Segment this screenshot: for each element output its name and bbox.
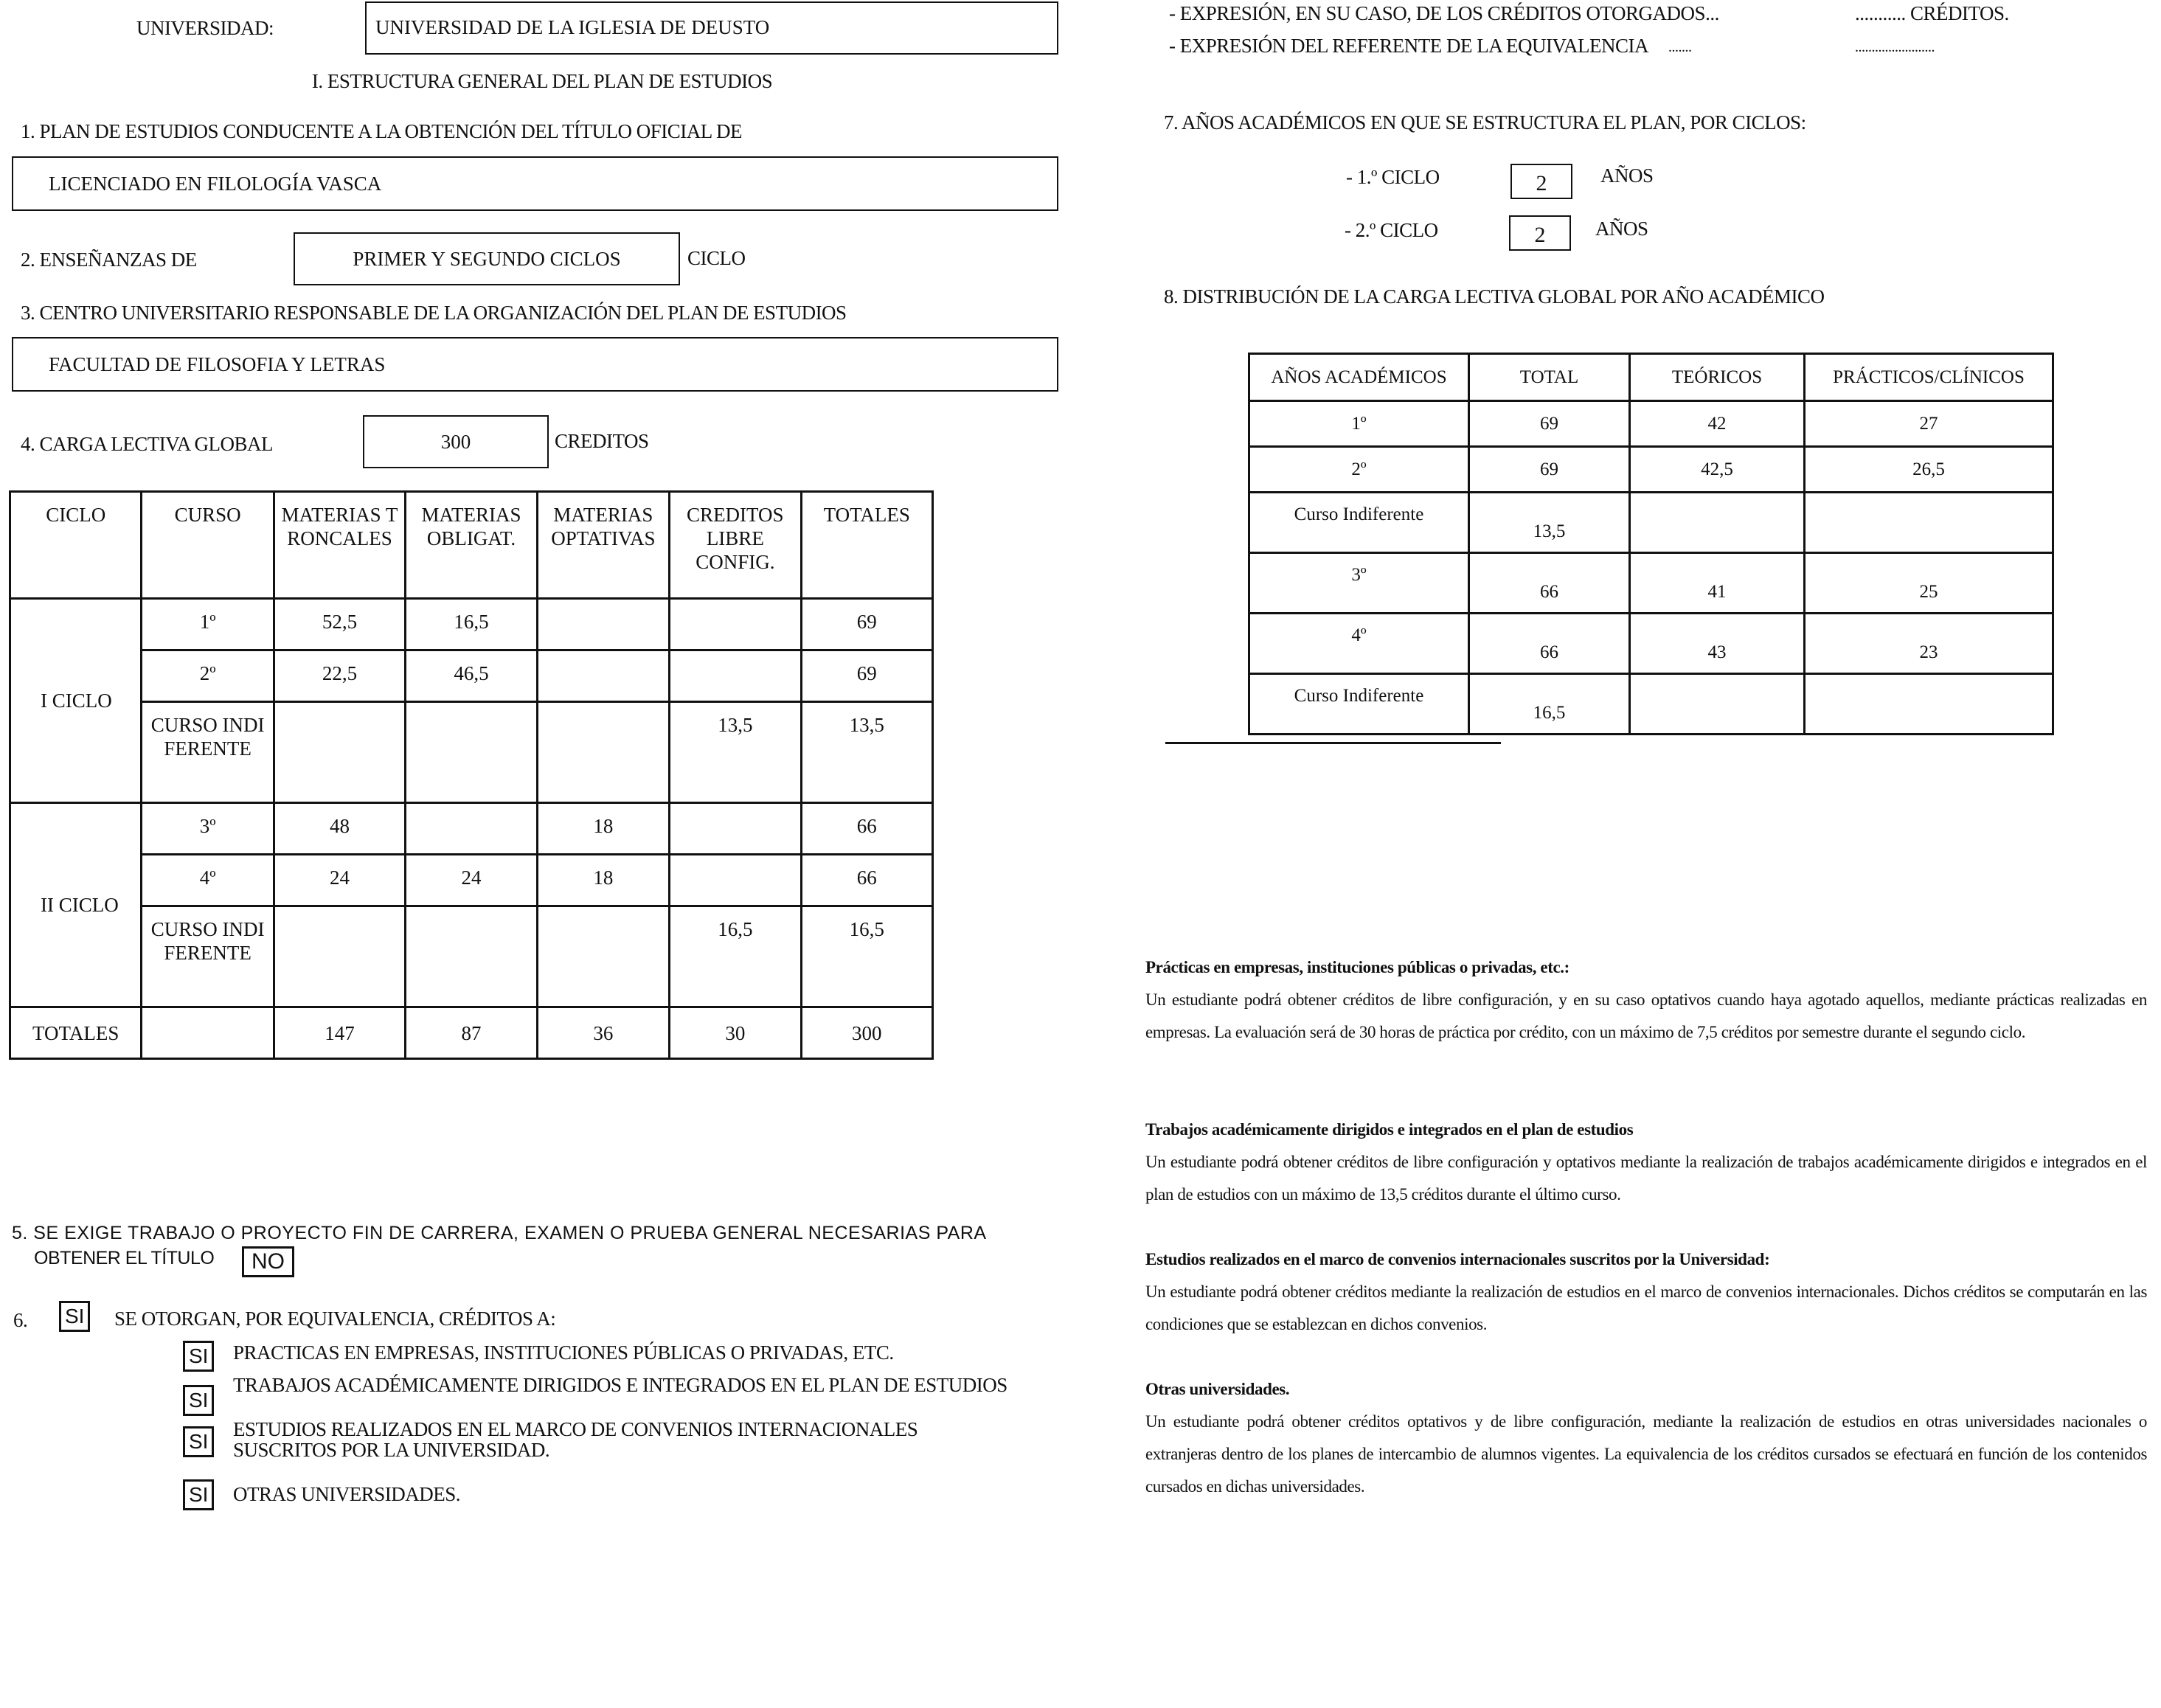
table-cell: 16,5 bbox=[406, 599, 537, 650]
table-cell bbox=[406, 702, 537, 803]
item3-label: 3. CENTRO UNIVERSITARIO RESPONSABLE DE LA ORGANIZACIÓN DEL PLAN DE ESTUDIOS bbox=[21, 302, 847, 324]
table-cell: 25 bbox=[1805, 553, 2053, 614]
table-cell: 46,5 bbox=[406, 650, 537, 702]
table-cell: 66 bbox=[801, 855, 932, 906]
equivalence-dots-2: ........................ bbox=[1855, 39, 1935, 55]
item5-line2: OBTENER EL TÍTULO bbox=[34, 1248, 215, 1268]
option-label: OTRAS UNIVERSIDADES. bbox=[233, 1483, 461, 1505]
table-cell: 69 bbox=[801, 650, 932, 702]
header-obligat: MATERIAS OBLIGAT. bbox=[406, 492, 537, 599]
table-cell: 2º bbox=[142, 650, 274, 702]
item2-label: 2. ENSEÑANZAS DE bbox=[21, 249, 197, 271]
table-cell bbox=[1630, 493, 1805, 553]
paragraph-trabajos bbox=[1145, 1114, 2147, 1211]
table-row bbox=[10, 906, 933, 1007]
paragraph-practicas bbox=[1145, 951, 2147, 1049]
item4-suffix: CREDITOS bbox=[555, 430, 649, 452]
table-cell: 22,5 bbox=[274, 650, 405, 702]
university-field bbox=[365, 1, 1058, 55]
item8-label: 8. DISTRIBUCIÓN DE LA CARGA LECTIVA GLOBAL POR AÑO ACADÉMICO bbox=[1164, 285, 1825, 308]
table-cell bbox=[670, 803, 801, 855]
option-si-box: SI bbox=[183, 1385, 214, 1416]
table-cell: 4º bbox=[142, 855, 274, 906]
paragraph-body: Un estudiante podrá obtener créditos mediante la realización de estudios en el marco de convenios internacionales. Dichos créditos se computarán en las condiciones que se establezcan en dichos convenios. bbox=[1145, 1282, 2147, 1333]
table-row bbox=[10, 650, 933, 702]
header-optativas: MATERIAS OPTATIVAS bbox=[537, 492, 669, 599]
table-cell bbox=[406, 906, 537, 1007]
table-cell: 30 bbox=[670, 1007, 801, 1059]
table-cell: 43 bbox=[1630, 614, 1805, 674]
table-cell bbox=[537, 906, 669, 1007]
table-row bbox=[10, 702, 933, 803]
option-label-2: SUSCRITOS POR LA UNIVERSIDAD. bbox=[233, 1439, 550, 1461]
table-cell bbox=[537, 702, 669, 803]
table-cell: 2º bbox=[1249, 447, 1469, 493]
header-troncales: MATERIAS TRONCALES bbox=[274, 492, 405, 599]
table-cell: 13,5 bbox=[801, 702, 932, 803]
item6-option-2 bbox=[183, 1385, 214, 1416]
table-cell: 1º bbox=[1249, 401, 1469, 447]
table-cell bbox=[537, 599, 669, 650]
table-row bbox=[10, 855, 933, 906]
section-title: I. ESTRUCTURA GENERAL DEL PLAN DE ESTUDIOS bbox=[311, 70, 773, 92]
table-cell: 16,5 bbox=[670, 906, 801, 1007]
table-cell: 69 bbox=[801, 599, 932, 650]
table-cell: Curso Indiferente bbox=[1249, 493, 1469, 553]
item6-answer bbox=[59, 1301, 90, 1332]
cycle2-years: 2 bbox=[1534, 223, 1546, 247]
table-cell: 66 bbox=[1469, 553, 1630, 614]
table-cell bbox=[142, 1007, 274, 1059]
table-cell: 147 bbox=[274, 1007, 405, 1059]
table-row bbox=[10, 803, 933, 855]
item6-value: SI bbox=[59, 1301, 90, 1332]
item4-value: 300 bbox=[440, 431, 471, 453]
header-curso: CURSO bbox=[142, 492, 274, 599]
totals-row bbox=[10, 1007, 933, 1059]
table-cell bbox=[1805, 674, 2053, 735]
paragraph-title: Estudios realizados en el marco de convenios internacionales suscritos por la Universidad: bbox=[1145, 1250, 1770, 1268]
item6-label: SE OTORGAN, POR EQUIVALENCIA, CRÉDITOS A: bbox=[114, 1308, 556, 1330]
item5-line1: 5. SE EXIGE TRABAJO O PROYECTO FIN DE CARRERA, EXAMEN O PRUEBA GENERAL NECESARIAS PARA bbox=[12, 1223, 987, 1243]
divider-line bbox=[1165, 742, 1501, 744]
option-label: PRACTICAS EN EMPRESAS, INSTITUCIONES PÚBLICAS O PRIVADAS, ETC. bbox=[233, 1341, 894, 1364]
header-totales: TOTALES bbox=[801, 492, 932, 599]
table-row bbox=[1249, 553, 2053, 614]
option-label: TRABAJOS ACADÉMICAMENTE DIRIGIDOS E INTEGRADOS EN EL PLAN DE ESTUDIOS bbox=[233, 1374, 1007, 1396]
table-cell: CURSO INDIFERENTE bbox=[142, 702, 274, 803]
header-total: TOTAL bbox=[1469, 354, 1630, 401]
paragraph-body: Un estudiante podrá obtener créditos de libre configuración, y en su caso optativos cuando haya agotado aquellos, mediante prácticas realizadas en empresas. La evaluación será de 30 horas de práctica por crédito, con un máximo de 7,5 créditos por semestre durante el segundo ciclo. bbox=[1145, 990, 2147, 1041]
header-practical: PRÁCTICOS/CLÍNICOS bbox=[1805, 354, 2053, 401]
item6-num: 6. bbox=[13, 1309, 28, 1331]
table-cell: 26,5 bbox=[1805, 447, 2053, 493]
cycle-label: II CICLO bbox=[10, 803, 142, 1007]
table-cell: 69 bbox=[1469, 447, 1630, 493]
table-cell bbox=[670, 599, 801, 650]
annual-load-table bbox=[1248, 353, 2054, 735]
credits-header-row bbox=[10, 492, 933, 599]
university-value: UNIVERSIDAD DE LA IGLESIA DE DEUSTO bbox=[375, 16, 770, 38]
table-cell bbox=[274, 906, 405, 1007]
item2-suffix: CICLO bbox=[687, 247, 746, 269]
table-cell: 4º bbox=[1249, 614, 1469, 674]
table-cell bbox=[274, 702, 405, 803]
table-cell: 66 bbox=[801, 803, 932, 855]
table-cell: CURSO INDIFERENTE bbox=[142, 906, 274, 1007]
cycle1-unit: AÑOS bbox=[1600, 164, 1654, 187]
table-row bbox=[10, 599, 933, 650]
table-cell: 24 bbox=[406, 855, 537, 906]
header-ciclo: CICLO bbox=[10, 492, 142, 599]
header-libre-config: CREDITOS LIBRE CONFIG. bbox=[670, 492, 801, 599]
option-si-box: SI bbox=[183, 1341, 214, 1372]
table-row bbox=[1249, 493, 2053, 553]
item2-value: PRIMER Y SEGUNDO CICLOS bbox=[353, 248, 621, 270]
cycle2-years-box bbox=[1509, 215, 1571, 251]
paragraph-otras-universidades bbox=[1145, 1373, 2147, 1503]
table-cell: 36 bbox=[537, 1007, 669, 1059]
table-cell: 1º bbox=[142, 599, 274, 650]
paragraph-title: Prácticas en empresas, instituciones públicas o privadas, etc.: bbox=[1145, 958, 1569, 976]
table-cell: 48 bbox=[274, 803, 405, 855]
cycle-label: I CICLO bbox=[10, 599, 142, 803]
item3-value: FACULTAD DE FILOSOFIA Y LETRAS bbox=[49, 353, 386, 375]
item1-field bbox=[12, 156, 1058, 211]
option-label: ESTUDIOS REALIZADOS EN EL MARCO DE CONVENIOS INTERNACIONALES bbox=[233, 1418, 918, 1440]
table-cell: 69 bbox=[1469, 401, 1630, 447]
cycle1-years-box bbox=[1510, 164, 1572, 199]
table-row bbox=[1249, 447, 2053, 493]
table-cell: 27 bbox=[1805, 401, 2053, 447]
header-theoretical: TEÓRICOS bbox=[1630, 354, 1805, 401]
equivalence-dots: ....... bbox=[1668, 39, 1692, 55]
table-cell: 87 bbox=[406, 1007, 537, 1059]
cycle1-label: - 1.º CICLO bbox=[1346, 166, 1440, 188]
paragraph-convenios bbox=[1145, 1243, 2147, 1341]
table-cell: 52,5 bbox=[274, 599, 405, 650]
table-cell: 3º bbox=[142, 803, 274, 855]
table-cell: 41 bbox=[1630, 553, 1805, 614]
table-cell bbox=[670, 855, 801, 906]
credits-granted-suffix: ........... CRÉDITOS. bbox=[1855, 2, 2009, 24]
annual-header-row bbox=[1249, 354, 2053, 401]
table-cell: 42 bbox=[1630, 401, 1805, 447]
table-cell: 16,5 bbox=[801, 906, 932, 1007]
item6-option-4 bbox=[183, 1479, 214, 1510]
paragraph-title: Trabajos académicamente dirigidos e integrados en el plan de estudios bbox=[1145, 1120, 1634, 1139]
table-cell bbox=[670, 650, 801, 702]
table-cell: 300 bbox=[801, 1007, 932, 1059]
option-si-box: SI bbox=[183, 1426, 214, 1457]
table-cell: 42,5 bbox=[1630, 447, 1805, 493]
table-cell bbox=[1630, 674, 1805, 735]
item7-label: 7. AÑOS ACADÉMICOS EN QUE SE ESTRUCTURA EL PLAN, POR CICLOS: bbox=[1164, 111, 1806, 133]
table-cell: Curso Indiferente bbox=[1249, 674, 1469, 735]
item6-option-1 bbox=[183, 1341, 214, 1372]
credits-table bbox=[9, 490, 934, 1060]
credits-granted-line: - EXPRESIÓN, EN SU CASO, DE LOS CRÉDITOS OTORGADOS... bbox=[1169, 2, 1719, 24]
table-cell: 18 bbox=[537, 855, 669, 906]
table-cell: 16,5 bbox=[1469, 674, 1630, 735]
item1-value: LICENCIADO EN FILOLOGÍA VASCA bbox=[49, 173, 382, 195]
item4-field bbox=[363, 415, 549, 468]
table-cell: 24 bbox=[274, 855, 405, 906]
table-cell: 3º bbox=[1249, 553, 1469, 614]
equivalence-line: - EXPRESIÓN DEL REFERENTE DE LA EQUIVALENCIA bbox=[1169, 35, 1648, 57]
cycle2-unit: AÑOS bbox=[1595, 218, 1648, 240]
item2-field bbox=[294, 232, 680, 285]
table-cell: 23 bbox=[1805, 614, 2053, 674]
paragraph-title: Otras universidades. bbox=[1145, 1380, 1290, 1398]
table-cell: 13,5 bbox=[670, 702, 801, 803]
table-row bbox=[1249, 674, 2053, 735]
item3-field bbox=[12, 337, 1058, 392]
table-cell: 66 bbox=[1469, 614, 1630, 674]
paragraph-body: Un estudiante podrá obtener créditos optativos y de libre configuración, mediante la realización de estudios en otras universidades nacionales o extranjeras dentro de los planes de intercambio de alumnos vigentes. La equivalencia de los créditos cursados se efectuará en función de los contenidos cursados en dichas universidades. bbox=[1145, 1412, 2147, 1496]
table-cell bbox=[406, 803, 537, 855]
university-label: UNIVERSIDAD: bbox=[136, 17, 274, 39]
table-cell: 18 bbox=[537, 803, 669, 855]
item5-value: NO bbox=[242, 1246, 294, 1277]
header-academic-years: AÑOS ACADÉMICOS bbox=[1249, 354, 1469, 401]
item4-label: 4. CARGA LECTIVA GLOBAL bbox=[21, 433, 274, 455]
table-cell bbox=[537, 650, 669, 702]
table-row bbox=[1249, 401, 2053, 447]
paragraph-body: Un estudiante podrá obtener créditos de libre configuración y optativos mediante la realización de trabajos académicamente dirigidos e integrados en el plan de estudios con un máximo de 13,5 créditos durante el último curso. bbox=[1145, 1153, 2147, 1204]
cycle2-label: - 2.º CICLO bbox=[1345, 219, 1438, 241]
table-cell: TOTALES bbox=[10, 1007, 142, 1059]
table-cell bbox=[1805, 493, 2053, 553]
cycle1-years: 2 bbox=[1536, 171, 1547, 195]
option-si-box: SI bbox=[183, 1479, 214, 1510]
item6-option-3 bbox=[183, 1426, 214, 1457]
table-row bbox=[1249, 614, 2053, 674]
item1-label: 1. PLAN DE ESTUDIOS CONDUCENTE A LA OBTENCIÓN DEL TÍTULO OFICIAL DE bbox=[21, 120, 742, 142]
item5-answer bbox=[242, 1246, 294, 1277]
table-cell: 13,5 bbox=[1469, 493, 1630, 553]
